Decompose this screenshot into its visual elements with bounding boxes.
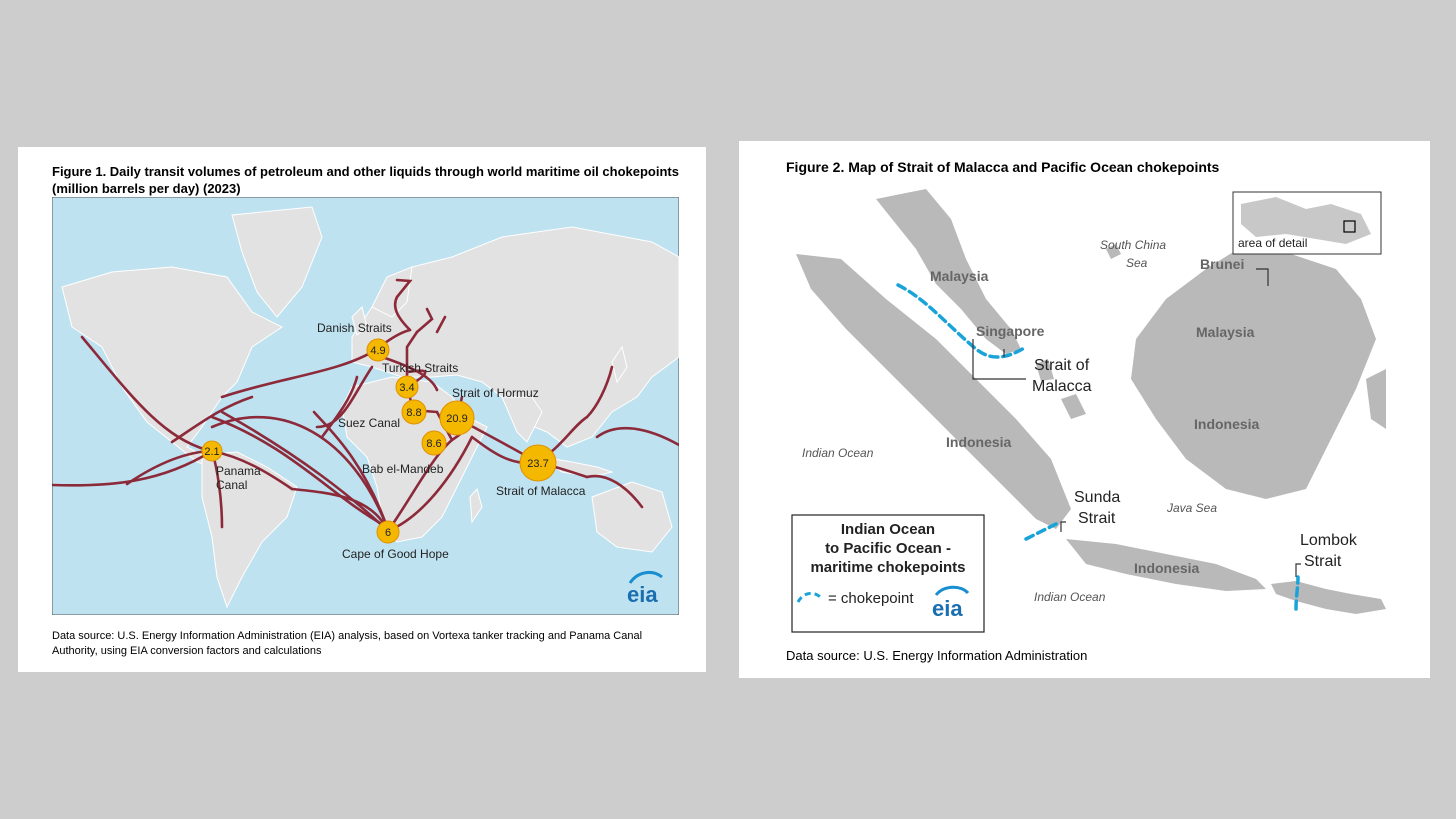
label-canal: Canal	[216, 478, 248, 492]
label-indonesia-borneo: Indonesia	[1194, 416, 1260, 432]
svg-text:2.1: 2.1	[204, 446, 220, 458]
bubble-danish-straits	[367, 339, 389, 361]
label-sunda: Sunda	[1074, 489, 1121, 506]
svg-text:area of detail: area of detail	[1238, 236, 1308, 250]
bubble-bab-el-mandeb	[422, 431, 446, 455]
label-bab-el-mandeb: Bab el-Mandeb	[362, 462, 444, 476]
legend-box	[792, 515, 984, 632]
label-malaysia-borneo: Malaysia	[1196, 324, 1255, 340]
figure1-card	[18, 147, 706, 672]
label-sea: Sea	[1126, 256, 1148, 270]
svg-text:6: 6	[384, 527, 392, 539]
label-south-china: South China	[1100, 238, 1167, 252]
label-danish-straits: Danish Straits	[317, 321, 392, 335]
svg-text:to Pacific Ocean -: to Pacific Ocean -	[825, 540, 951, 557]
label-strait-of-hormuz: Strait of Hormuz	[452, 386, 539, 400]
svg-text:8.8: 8.8	[406, 407, 422, 419]
figure2-card	[739, 141, 1430, 678]
bubble-strait-of-hormuz	[440, 401, 474, 435]
figure2-source: Data source: U.S. Energy Information Administration	[786, 648, 1088, 663]
label-cape-of-good-hope: Cape of Good Hope	[342, 547, 449, 561]
label-indian-ocean-west: Indian Ocean	[802, 446, 874, 460]
label-turkish-straits: Turkish Straits	[382, 361, 459, 375]
label-java-sea: Java Sea	[1167, 501, 1218, 515]
figure2-title: Figure 2. Map of Strait of Malacca and Pacific Ocean chokepoints	[786, 159, 1220, 175]
svg-text:maritime chokepoints: maritime chokepoints	[810, 559, 966, 576]
svg-text:= chokepoint: = chokepoint	[828, 590, 914, 607]
label-brunei: Brunei	[1200, 256, 1245, 272]
svg-text:23.7: 23.7	[527, 458, 549, 470]
svg-text:Indian Ocean: Indian Ocean	[840, 521, 936, 538]
label-lombok: Lombok	[1300, 532, 1357, 549]
label-indonesia-java: Indonesia	[1134, 560, 1200, 576]
lombok-chokepoint	[1296, 577, 1298, 609]
figure1-source: Data source: U.S. Energy Information Administration (EIA) analysis, based on Vortexa tanker tracking and Panama Canal Authority, using EIA conversion factors and calculations	[52, 630, 643, 657]
legend-eia-logo: eia	[932, 596, 963, 621]
bubble-cape-of-good-hope	[377, 521, 399, 543]
figure1-title: Figure 1. Daily transit volumes of petroleum and other liquids through world maritime oil chokepoints (million barrels per day) (2023)	[52, 164, 679, 196]
svg-text:20.9: 20.9	[446, 413, 468, 425]
inset-area-of-detail	[1233, 192, 1381, 254]
label-indonesia-sumatra: Indonesia	[946, 434, 1012, 450]
svg-text:3.4: 3.4	[399, 382, 415, 394]
label-sunda-strait: Strait	[1078, 510, 1116, 527]
label-strait-of-malacca: Strait of Malacca	[496, 484, 586, 498]
label-panama: Panama	[216, 464, 261, 478]
label-strait-of: Strait of	[1034, 357, 1090, 374]
label-malacca: Malacca	[1032, 378, 1092, 395]
label-suez-canal: Suez Canal	[338, 416, 401, 430]
svg-text:eia: eia	[627, 582, 658, 607]
label-indian-ocean-south: Indian Ocean	[1034, 590, 1106, 604]
svg-text:8.6: 8.6	[426, 438, 442, 450]
bubble-suez-canal	[402, 400, 426, 424]
label-malaysia-west: Malaysia	[930, 268, 989, 284]
label-lombok-strait: Strait	[1304, 553, 1342, 570]
bubble-panama-canal	[202, 441, 222, 461]
svg-text:4.9: 4.9	[370, 345, 386, 357]
world-chokepoint-map	[52, 197, 679, 615]
malacca-region-map	[786, 189, 1386, 637]
label-singapore: Singapore	[976, 323, 1045, 339]
bubble-turkish-straits	[396, 376, 418, 398]
bubble-strait-of-malacca	[520, 445, 556, 481]
